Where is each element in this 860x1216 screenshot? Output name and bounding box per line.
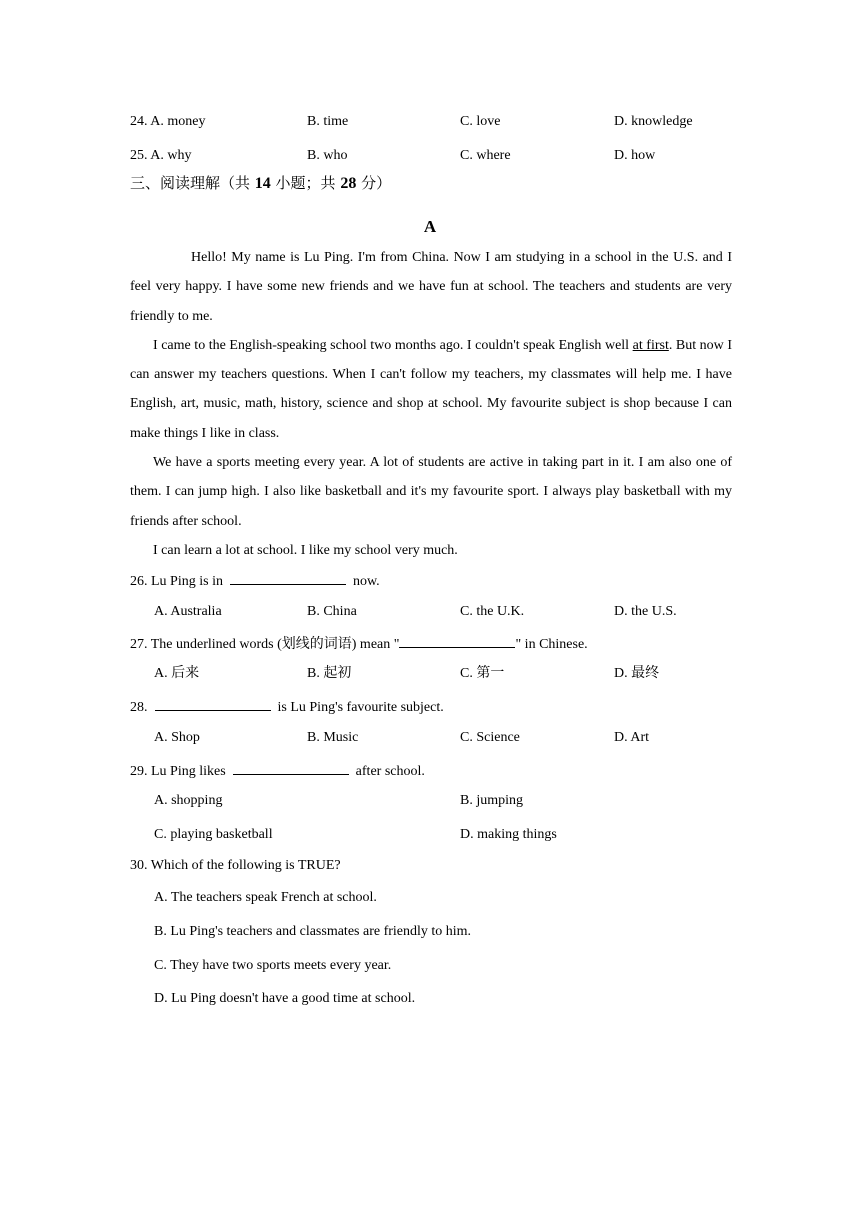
option-d: D. making things [460, 827, 557, 842]
paragraph-4: I can learn a lot at school. I like my school very much. [153, 542, 458, 558]
option-b: B. Lu Ping's teachers and classmates are friendly to him. [154, 924, 472, 939]
answer-blank [399, 634, 515, 648]
option-a: A. why [150, 148, 192, 163]
passage [130, 243, 732, 565]
paragraph-2: I came to the English-speaking school two months ago. I couldn't speak English well at first. But now I can answer my teachers questions. When I can't follow my teachers, my classmates will help me. I have English, art, music, math, history, science and shop at school. My favourite subject is shop because I can make things I like in class. [130, 337, 733, 441]
question-30: 30. Which of the following is TRUE? [130, 858, 341, 873]
option-c: C. 第一 [460, 666, 505, 681]
option-d: D. Art [614, 730, 649, 745]
answer-blank [155, 697, 271, 711]
option-b: B. time [307, 114, 349, 129]
question-25: 25. A. why [130, 148, 192, 163]
option-c: C. Science [460, 730, 520, 745]
paragraph-1: Hello! My name is Lu Ping. I'm from China. Now I am studying in a school in the U.S. and I feel very happy. I have some new friends and we have fun at school. The teachers and students are very friendly to me. [130, 250, 732, 324]
option-c: C. where [460, 148, 511, 163]
underlined-words: at first [632, 337, 669, 353]
option-b: B. 起初 [307, 666, 352, 681]
option-b: B. China [307, 604, 357, 619]
option-c: C. the U.K. [460, 604, 525, 619]
option-c: C. They have two sports meets every year. [154, 958, 392, 973]
option-d: D. knowledge [614, 114, 693, 129]
question-24: 24. A. money [130, 114, 206, 129]
option-a: A. money [150, 114, 206, 129]
option-a: A. 后来 [154, 666, 200, 681]
option-d: D. how [614, 148, 656, 163]
option-b: B. Music [307, 730, 359, 745]
option-c: C. love [460, 114, 501, 129]
passage-title: A [423, 217, 437, 236]
answer-blank [233, 761, 349, 775]
option-d: D. the U.S. [614, 604, 677, 619]
question-27: 27. The underlined words (划线的词语) mean " " in Chinese. [130, 634, 588, 654]
question-28: 28. is Lu Ping's favourite subject. [130, 697, 444, 717]
option-a: A. Shop [154, 730, 200, 745]
question-26: 26. Lu Ping is in now. [130, 571, 380, 591]
paragraph-3: We have a sports meeting every year. A lot of students are active in taking part in it. I am also one of them. I can jump high. I also like basketball and it's my favourite sport. I always play basketball with my friends after school. [130, 455, 732, 529]
question-29: 29. Lu Ping likes after school. [130, 761, 425, 781]
option-a: A. Australia [154, 604, 222, 619]
option-b: B. jumping [460, 793, 524, 808]
option-a: A. shopping [154, 793, 223, 808]
answer-blank [230, 571, 346, 585]
option-d: D. Lu Ping doesn't have a good time at school. [154, 991, 416, 1006]
section-heading: 三、阅读理解（共 14 小题；共 28 分） [130, 174, 392, 192]
option-b: B. who [307, 148, 348, 163]
option-c: C. playing basketball [154, 827, 273, 842]
option-a: A. The teachers speak French at school. [154, 890, 377, 905]
option-d: D. 最终 [614, 666, 660, 681]
